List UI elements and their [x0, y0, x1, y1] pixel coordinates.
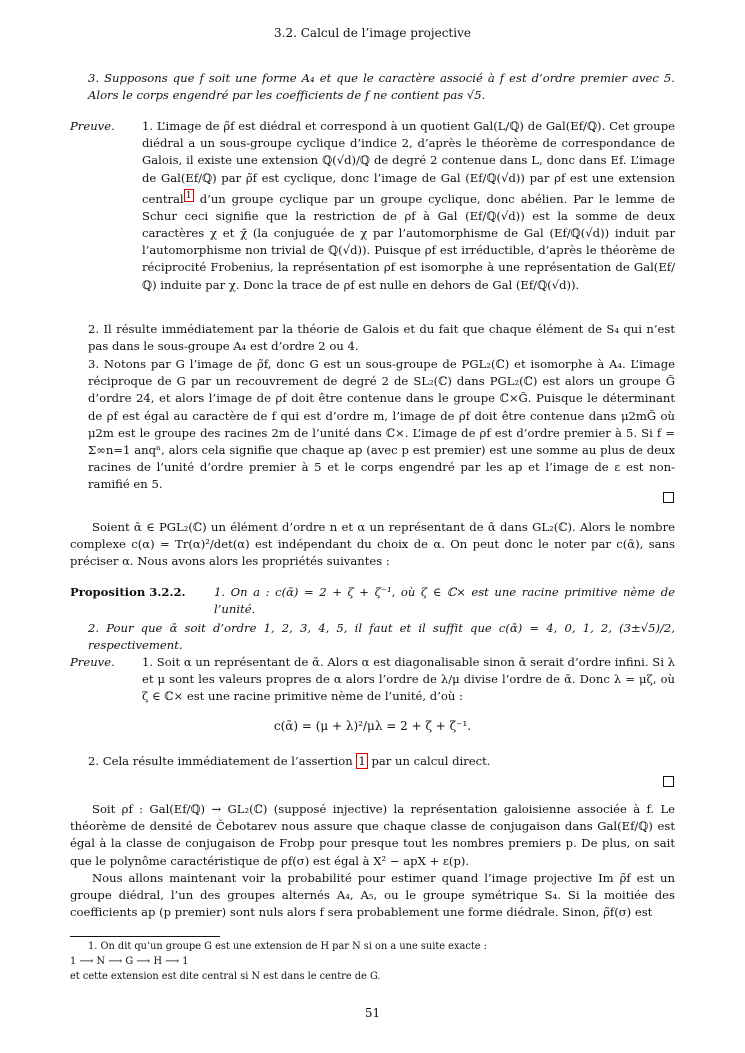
proof2-part2	[88, 753, 675, 770]
proof1-part1	[142, 118, 675, 294]
theorem-item-3: 3. Supposons que f soit une forme A₄ et que le caractère associé à f est d’ordre premier avec 5. Alors le corps engendré par les coefficients de f ne contient pas √5.	[88, 71, 675, 103]
proof1-part1-text: 1. L’image de ρ̃f est diédral et correspond à un quotient Gal(L/ℚ) de Gal(Ef/ℚ). Cet groupe diédral a un sous-groupe cyclique d’indice 2, d’après le théorème de correspondance de Galois, il existe une extension ℚ(√d)/ℚ de degré 2 contenue dans L, donc dans Ef. L’image de Gal(Ef/ℚ) par ρ̃f est cyclique, donc l’image de Gal (Ef/ℚ(√d)) par ρf est une extension central	[142, 119, 675, 206]
proof2-part1: 1. Soit α un représentant de ᾱ. Alors α est diagonalisable sinon ᾱ serait d’ordre infini. Si λ et μ sont les valeurs propres de α alors l’ordre de λ/μ divise l’ordre de ᾱ. Donc λ = μζ, où ζ ∈ ℂ× est une racine primitive nème de l’unité, d’où :	[142, 655, 675, 704]
paragraph-nous: Nous allons maintenant voir la probabilité pour estimer quand l’image projective Im ρ̃f est un groupe diédral, l’un des groupes alternés A₄, A₅, ou le groupe symétrique S₄. Si la moitiée des coefficients ap (p premier) sont nuls alors f sera probablement une forme diédrale. Sinon, ρ̃f(σ) est	[70, 871, 675, 920]
proof2-label: Preuve.	[70, 655, 115, 669]
proposition-item-2: 2. Pour que ᾱ soit d’ordre 1, 2, 3, 4, 5, il faut et il suffit que c(ᾱ) = 4, 0, 1, 2, (3±√5)/2, respectivement.	[88, 621, 675, 653]
footnote-line-1: 1. On dit qu’un groupe G est une extension de H par N si on a une suite exacte :	[88, 941, 487, 952]
proof2-part2-text: 2. Cela résulte immédiatement de l’assertion	[88, 754, 357, 768]
footnote-exact-sequence: 1 ⟶ N ⟶ G ⟶ H ⟶ 1	[70, 956, 189, 967]
page-number: 51	[364, 1006, 381, 1020]
footnote-rule	[70, 936, 220, 937]
qed-symbol-2	[663, 776, 674, 787]
running-header: 3.2. Calcul de l’image projective	[274, 26, 471, 40]
proof-label: Preuve.	[70, 119, 115, 133]
proof1-part3: 3. Notons par G l’image de ρ̃f, donc G est un sous-groupe de PGL₂(ℂ) et isomorphe à A₄. L’image réciproque de G par un recouvrement de degré 2 de SL₂(ℂ) dans PGL₂(ℂ) est alors un groupe G̃ d’ordre 24, et alors l’image de ρf doit être contenue dans le groupe ℂ×G̃. Puisque le déterminant de ρf est égal au caractère de f qui est d’ordre m, l’image de ρf doit être contenue dans μ2mG̃ où μ2m est le groupe des racines 2m de l’unité dans ℂ×. L’image de ρf est d’ordre premier à 5. Si f = Σ∞n=1 anqⁿ, alors cela signifie que chaque ap (avec p est premier) est une somme au plus de deux racines de l’unité d’ordre premier à 5 et le corps engendré par les ap et l’image de ε est non-ramifié en 5.	[88, 357, 675, 492]
proof1-part1-cont: d’un groupe cyclique par un groupe cyclique, donc abélien. Par le lemme de Schur ceci signifie que la restriction de ρf à Gal (Ef/ℚ(√d)) est la somme de deux caractères χ et χ̄ (la conjuguée de χ par l’automorphisme de Gal (Ef/ℚ(√d)) induit par l’automorphisme non trivial de ℚ(√d)). Puisque ρf est irréductible, d’après le théorème de réciprocité Frobenius, la représentation ρf est isomorphe à une représentation de Gal(Ef/ℚ) induite par χ. Donc la trace de ρf est nulle en dehors de Gal (Ef/ℚ(√d)).	[142, 191, 675, 292]
display-formula: c(ᾱ) = (μ + λ)²/μλ = 2 + ζ + ζ⁻¹.	[273, 719, 472, 733]
qed-symbol	[663, 492, 674, 503]
proof2-part2-cont: par un calcul direct.	[367, 754, 491, 768]
proposition-label: Proposition 3.2.2.	[70, 585, 186, 599]
proposition-item-1: 1. On a : c(ᾱ) = 2 + ζ + ζ⁻¹, où ζ ∈ ℂ× est une racine primitive nème de l’unité.	[214, 585, 675, 617]
proof1-part2: 2. Il résulte immédiatement par la théorie de Galois et du fait que chaque élément de S₄ qui n’est pas dans le sous-groupe A₄ est d’ordre 2 ou 4.	[88, 322, 675, 354]
assertion-ref-link[interactable]: 1	[358, 754, 366, 768]
footnote-ref[interactable]: 1	[185, 189, 192, 201]
paragraph-soient: Soient ᾱ ∈ PGL₂(ℂ) un élément d’ordre n et α un représentant de ᾱ dans GL₂(ℂ). Alors le nombre complexe c(α) = Tr(α)²/det(α) est indépendant du choix de α. On peut donc le noter par c(ᾱ), sans préciser α. Nous avons alors les propriétés suivantes :	[70, 520, 675, 569]
paragraph-soit: Soit ρf : Gal(Ef/ℚ) → GL₂(ℂ) (supposé injective) la représentation galoisienne associée à f. Le théorème de densité de Čebotarev nous assure que chaque classe de conjugaison dans Gal(Ef/ℚ) est égal à la classe de conjugaison de Frobp pour presque tout les nombres premiers p. De plus, on sait que le polynôme caractéristique de ρf(σ) est égal à X² − apX + ε(p).	[70, 802, 675, 868]
footnote-line-3: et cette extension est dite central si N est dans le centre de G.	[70, 971, 381, 982]
